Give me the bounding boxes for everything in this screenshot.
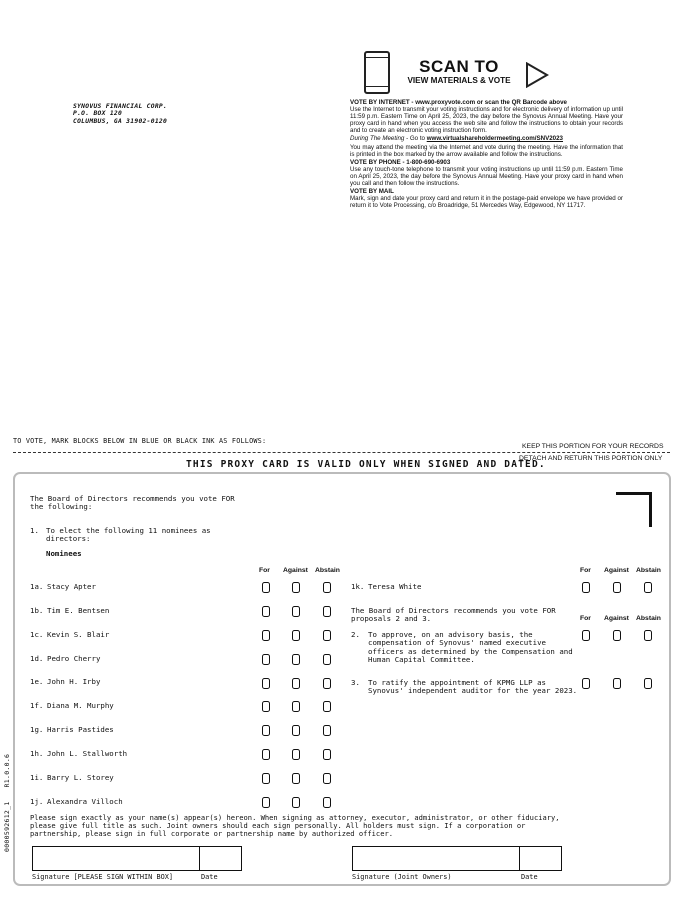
col-for-proposals: For xyxy=(580,615,591,622)
voting-instructions xyxy=(350,99,623,210)
vote-for-checkbox[interactable] xyxy=(262,701,270,712)
nominee-id: 1a. xyxy=(30,582,44,591)
valid-notice: THIS PROXY CARD IS VALID ONLY WHEN SIGNED AND DATED. xyxy=(186,459,546,470)
vote-against-checkbox[interactable] xyxy=(292,678,300,689)
vote-against-checkbox[interactable] xyxy=(292,701,300,712)
nominee-name: Stacy Apter xyxy=(47,582,96,591)
keep-portion-label: KEEP THIS PORTION FOR YOUR RECORDS xyxy=(522,443,664,450)
proposal-3-line2: Synovus' independent auditor for the year 2023. xyxy=(368,686,578,696)
signing-instructions xyxy=(30,814,560,837)
vote-abstain-checkbox[interactable] xyxy=(323,749,331,760)
col-for-right: For xyxy=(580,567,591,574)
return-address xyxy=(73,103,167,125)
vote-for-checkbox[interactable] xyxy=(262,678,270,689)
vote-against-checkbox[interactable] xyxy=(292,606,300,617)
vote-against-checkbox[interactable] xyxy=(292,654,300,665)
signing-line1: Please sign exactly as your name(s) appear(s) hereon. When signing as attorney, executor, administrator, or other fiduciary, xyxy=(30,813,560,822)
vote-against-checkbox[interactable] xyxy=(292,773,300,784)
vote-for-checkbox[interactable] xyxy=(262,654,270,665)
vote-for-checkbox[interactable] xyxy=(262,725,270,736)
nominee-id: 1e. xyxy=(30,677,44,686)
vote-abstain-checkbox[interactable] xyxy=(644,582,652,593)
vote-abstain-checkbox[interactable] xyxy=(323,773,331,784)
joint-signature-label: Signature (Joint Owners) xyxy=(352,873,452,881)
col-against-right: Against xyxy=(604,567,629,574)
meeting-body: You may attend the meeting via the Internet and vote during the meeting. Have the information that is printed in the box marked by the arrow available and follow the instructions. xyxy=(350,143,623,158)
board-rec1-line2: the following: xyxy=(30,502,93,512)
nominee-name: Teresa White xyxy=(368,582,422,591)
vote-abstain-checkbox[interactable] xyxy=(323,606,331,617)
signature-box[interactable] xyxy=(32,846,200,871)
document-code-1: 0000592612_1 xyxy=(3,801,11,852)
vote-abstain-checkbox[interactable] xyxy=(323,630,331,641)
proposal-2-line2: compensation of Synovus' named executive xyxy=(368,638,546,648)
col-abstain-proposals: Abstain xyxy=(636,615,661,622)
vote-against-checkbox[interactable] xyxy=(292,749,300,760)
joint-date-label: Date xyxy=(521,873,538,881)
internet-body: Use the Internet to transmit your voting instructions and for electronic delivery of information up until 11:59 p.m. Eastern Time on April 25, 2023, the day before the Synovus Annual Meeting. Have your proxy card in hand when you access the web site and follow the instructions to obtain your records and to create an electronic voting instruction form. xyxy=(350,106,623,135)
board-rec1-line1: The Board of Directors recommends you vote FOR xyxy=(30,494,235,503)
proposal-2-line3: officers as determined by the Compensation and xyxy=(368,646,573,656)
vote-abstain-checkbox[interactable] xyxy=(323,701,331,712)
vote-abstain-checkbox[interactable] xyxy=(323,678,331,689)
proposal-2-line1: To approve, on an advisory basis, the xyxy=(368,630,533,639)
proposal-1-line1: To elect the following 11 nominees as xyxy=(46,526,211,535)
nominees-label: Nominees xyxy=(46,549,82,558)
signing-line2: please give full title as such. Joint owners should each sign personally. All holders must sign. If a corporation or xyxy=(30,820,526,830)
corner-registration-mark xyxy=(616,492,652,527)
vote-abstain-checkbox[interactable] xyxy=(323,797,331,808)
vote-abstain-checkbox[interactable] xyxy=(323,582,331,593)
col-for-left: For xyxy=(259,567,270,574)
vote-abstain-checkbox[interactable] xyxy=(644,678,652,689)
vote-abstain-checkbox[interactable] xyxy=(644,630,652,641)
phone-body: Use any touch-tone telephone to transmit your voting instructions up until 11:59 p.m. Eastern Time on April 25, 2023, the day before the Synovus Annual Meeting. Have your proxy card in hand when you call and then follow the instructions. xyxy=(350,165,623,188)
board-rec2-line2: proposals 2 and 3. xyxy=(351,614,432,624)
signature-label: Signature [PLEASE SIGN WITHIN BOX] xyxy=(32,873,174,881)
return-address-line3: COLUMBUS, GA 31902-0120 xyxy=(73,117,168,125)
date-label: Date xyxy=(201,873,218,881)
nominee-id: 1f. xyxy=(30,701,44,710)
proposal-3-line1: To ratify the appointment of KPMG LLP as xyxy=(368,678,546,687)
signing-line3: partnership, please sign in full corporate or partnership name by authorized officer. xyxy=(30,828,394,838)
proposal-1-line2: directors: xyxy=(46,534,91,544)
vote-abstain-checkbox[interactable] xyxy=(323,725,331,736)
scan-header xyxy=(400,58,518,86)
detach-dashed-line xyxy=(13,452,670,453)
col-against-proposals: Against xyxy=(604,615,629,622)
vote-for-checkbox[interactable] xyxy=(262,749,270,760)
nominee-name: Barry L. Storey xyxy=(47,773,114,782)
nominee-name: Tim E. Bentsen xyxy=(47,606,110,615)
joint-date-box[interactable] xyxy=(519,846,562,871)
vote-for-checkbox[interactable] xyxy=(262,630,270,641)
vote-against-checkbox[interactable] xyxy=(613,630,621,641)
meeting-lead: During The Meeting xyxy=(350,135,405,143)
side-document-code xyxy=(3,754,11,852)
nominee-id: 1j. xyxy=(30,797,44,806)
date-box[interactable] xyxy=(199,846,242,871)
return-address-line1: SYNOVUS FINANCIAL CORP. xyxy=(73,103,168,110)
col-against-left: Against xyxy=(283,567,308,574)
vote-against-checkbox[interactable] xyxy=(613,678,621,689)
board-rec2-line1: The Board of Directors recommends you vote FOR xyxy=(351,606,556,615)
nominee-id: 1h. xyxy=(30,749,44,758)
nominee-id: 1i. xyxy=(30,773,44,782)
nominee-id: 1d. xyxy=(30,654,44,663)
vote-against-checkbox[interactable] xyxy=(292,797,300,808)
vote-for-checkbox[interactable] xyxy=(262,797,270,808)
vote-for-checkbox[interactable] xyxy=(262,582,270,593)
meeting-goto: - Go to xyxy=(404,135,427,143)
vote-for-checkbox[interactable] xyxy=(582,678,590,689)
smartphone-icon xyxy=(364,51,390,94)
proposal-2-number: 2. xyxy=(351,630,360,639)
nominee-id: 1c. xyxy=(30,630,44,639)
col-abstain-right: Abstain xyxy=(636,567,661,574)
vote-abstain-checkbox[interactable] xyxy=(323,654,331,665)
board-recommendation-1 xyxy=(30,495,235,512)
detach-portion-label: DETACH AND RETURN THIS PORTION ONLY xyxy=(519,455,663,462)
nominee-name: John H. Irby xyxy=(47,677,101,686)
board-recommendation-2 xyxy=(351,607,556,624)
vote-for-checkbox[interactable] xyxy=(262,606,270,617)
scan-title: SCAN TO xyxy=(419,57,499,76)
phone-heading: VOTE BY PHONE - 1-800-690-6903 xyxy=(350,158,451,166)
vote-for-checkbox[interactable] xyxy=(262,773,270,784)
vote-against-checkbox[interactable] xyxy=(292,582,300,593)
vote-against-checkbox[interactable] xyxy=(292,725,300,736)
vote-for-checkbox[interactable] xyxy=(582,582,590,593)
nominee-id: 1b. xyxy=(30,606,44,615)
nominee-id: 1k. xyxy=(351,582,365,591)
return-address-line2: P.O. BOX 120 xyxy=(73,110,123,118)
meeting-url-link[interactable]: www.virtualshareholdermeeting.com/SNV2023 xyxy=(426,135,563,143)
document-code-2: R1.0.0.6 xyxy=(3,753,11,788)
internet-heading: VOTE BY INTERNET - www.proxyvote.com or scan the QR Barcode above xyxy=(350,99,567,106)
scan-subtitle: VIEW MATERIALS & VOTE xyxy=(407,76,511,85)
joint-signature-box[interactable] xyxy=(352,846,520,871)
nominee-name: Alexandra Villoch xyxy=(47,797,123,806)
nominee-name: Harris Pastides xyxy=(47,725,114,734)
nominee-name: John L. Stallworth xyxy=(47,749,128,758)
nominee-name: Diana M. Murphy xyxy=(47,701,114,710)
vote-against-checkbox[interactable] xyxy=(292,630,300,641)
proposal-1-text xyxy=(46,527,211,544)
nominee-name: Pedro Cherry xyxy=(47,654,101,663)
mail-heading: VOTE BY MAIL xyxy=(350,188,394,196)
play-arrow-icon xyxy=(525,62,549,88)
proposal-1-number: 1. xyxy=(30,526,39,535)
col-abstain-left: Abstain xyxy=(315,567,340,574)
to-vote-instruction: TO VOTE, MARK BLOCKS BELOW IN BLUE OR BLACK INK AS FOLLOWS: xyxy=(13,437,267,445)
nominee-id: 1g. xyxy=(30,725,44,734)
vote-against-checkbox[interactable] xyxy=(613,582,621,593)
meeting-line xyxy=(350,135,623,142)
nominee-name: Kevin S. Blair xyxy=(47,630,110,639)
proposal-3-text xyxy=(368,679,577,696)
proposal-3-number: 3. xyxy=(351,678,360,687)
proposal-2-line4: Human Capital Committee. xyxy=(368,654,475,664)
mail-body: Mark, sign and date your proxy card and return it in the postage-paid envelope we have provided or return it to Vote Processing, c/o Broadridge, 51 Mercedes Way, Edgewood, NY 11717. xyxy=(350,195,623,210)
proposal-2-text xyxy=(368,631,573,664)
vote-for-checkbox[interactable] xyxy=(582,630,590,641)
